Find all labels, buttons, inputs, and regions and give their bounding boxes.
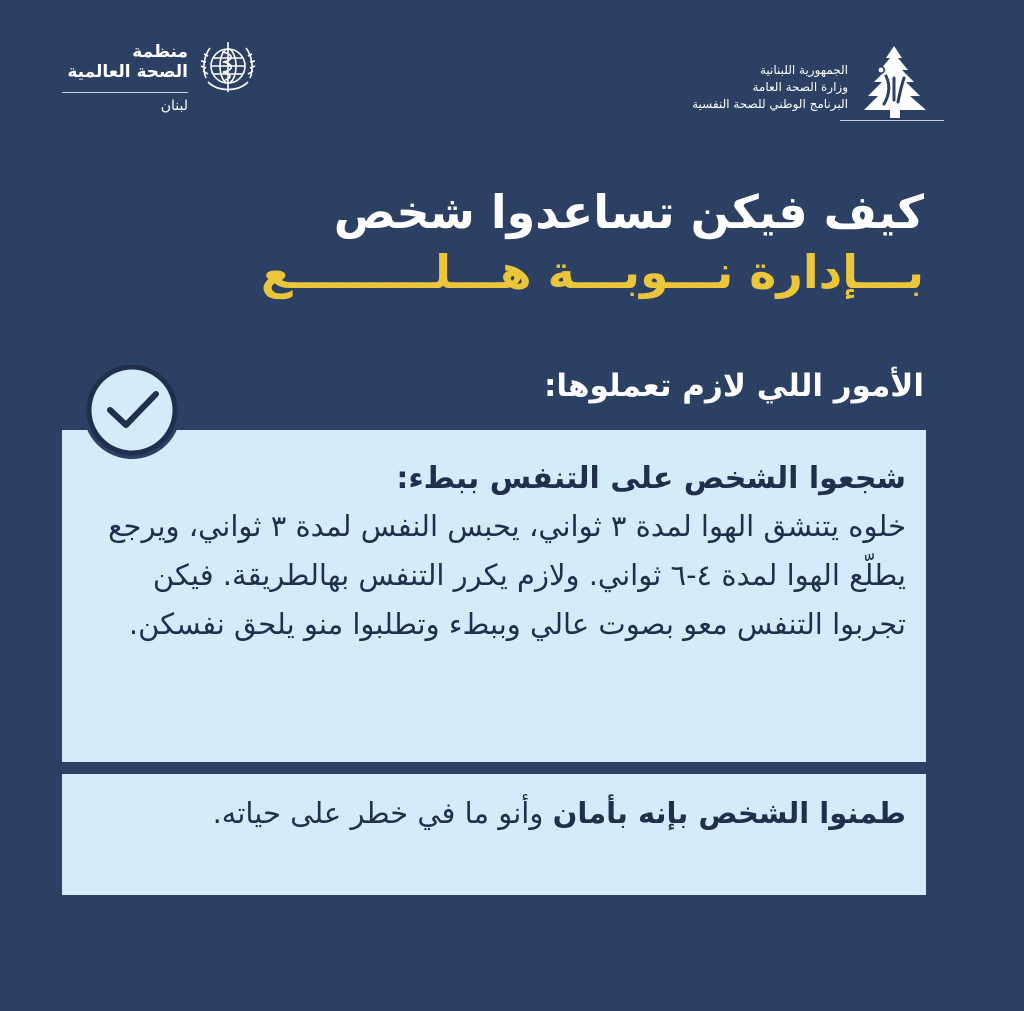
ministry-line1: الجمهورية اللبنانية bbox=[759, 63, 848, 77]
ministry-line3: البرنامج الوطني للصحة النفسية bbox=[692, 97, 848, 111]
who-emblem-icon bbox=[192, 38, 258, 98]
ministry-name bbox=[672, 62, 848, 113]
title-line2: بـــإدارة نـــوبـــة هـــلـــــــــع bbox=[260, 245, 924, 299]
who-name-line2: الصحة العالمية bbox=[67, 62, 188, 82]
who-name-line1: منظمة bbox=[132, 42, 188, 62]
who-divider bbox=[62, 92, 188, 93]
ministry-line2: وزارة الصحة العامة bbox=[752, 80, 848, 94]
who-logo bbox=[60, 38, 260, 118]
ministry-logo bbox=[672, 44, 947, 124]
who-country: لبنان bbox=[160, 98, 188, 114]
tip-card-reassure bbox=[62, 774, 926, 895]
tip-card-breathing bbox=[62, 430, 926, 762]
tip-text bbox=[82, 788, 906, 838]
title-line1: كيف فيكن تساعدوا شخص bbox=[333, 185, 924, 239]
ministry-divider bbox=[840, 120, 944, 121]
checkmark-circle-icon bbox=[80, 358, 184, 462]
cedar-emblem-icon bbox=[854, 44, 934, 120]
tip-heading: شجعوا الشخص على التنفس ببطء: bbox=[396, 461, 906, 496]
tip-rest: وأنو ما في خطر على حياته. bbox=[212, 796, 553, 830]
tip-body: خلوه يتنشق الهوا لمدة ٣ ثواني، يحبس النفس لمدة ٣ ثواني، ويرجع يطلّع الهوا لمدة ٤-٦ ثواني. ولازم يكرر التنفس بهالطريقة. فيكن تجربوا التنفس معو بصوت عالي وببطء وتطلبوا منو يلحق نفسكن. bbox=[108, 509, 906, 641]
tip-emphasis: طمنوا الشخص بإنه بأمان bbox=[552, 796, 906, 830]
section-heading: الأمور اللي لازم تعملوها: bbox=[543, 368, 924, 404]
who-name bbox=[60, 42, 188, 82]
